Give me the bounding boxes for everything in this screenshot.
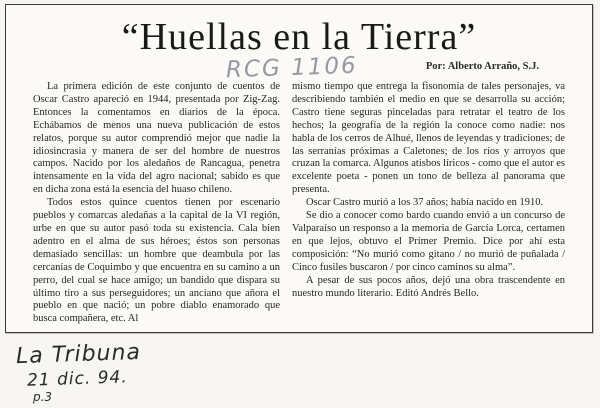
archive-stamp: RCG 1106	[225, 52, 359, 84]
handwritten-date: 21 dic. 94.	[26, 367, 129, 391]
paragraph: La primera edición de este conjunto de cuentos de Oscar Castro apareció en 1944, presentada por Zig-Zag. Entonces la comentamos en diarios de la época. Echábamos de menos una nueva publicación de estos relatos, porque su autor comprendió mejor que nadie la idiosincrasia y manera de ser del hombre de nuestros campos. Nacido por los aledaños de Rancagua, penetra intensamente en la vida del agro nacional; sabido es que en dicha zona está la esencia del huaso chileno.	[33, 81, 280, 196]
paragraph: A pesar de sus pocos años, dejó una obra trascendente en nuestro mundo literario. Editó Andrés Bello.	[292, 274, 565, 299]
article-byline: Por: Alberto Arraño, S.J.	[425, 61, 539, 72]
handwritten-newspaper-name: La Tribuna	[15, 339, 142, 370]
newspaper-clipping	[5, 4, 593, 333]
article-column-left	[33, 81, 280, 326]
article-title: “Huellas en la Tierra”	[121, 16, 477, 58]
paragraph: Se dio a conocer como bardo cuando envió a un concurso de Valparaíso un responso a la memoria de García Lorca, certamen en que lejos, obtuvo el Primer Premio. Dice por ahí esta composición: “No murió como gitano / no murió de puñalada / Cinco fusiles buscaron / por cinco caminos su alma”.	[292, 210, 565, 273]
paragraph: Todos estos quince cuentos tienen por escenario pueblos y comarcas aledañas a la capital de la VI región, urbe en que su autor pasó toda su existencia. Cala bien adentro en el alma de sus héroes; éstos son personas demasiado sencillas: un hombre que deambula por las cercanías de Coquimbo y que encuentra en su camino a un perro, del cual se hace amigo; un bandido que dispara su último tiro a sus perseguidores; un anciano que añora el pueblo en que nació; un pobre diablo enamorado que busca compañera, etc. Al	[33, 197, 280, 325]
paragraph: Oscar Castro murió a los 37 años; había nacido en 1910.	[306, 197, 544, 209]
handwritten-page-number: p.3	[33, 390, 53, 404]
paragraph: mismo tiempo que entrega la fisonomía de tales personajes, va describiendo también el medio en que se desarrolla su acción; Castro tiene seguras pinceladas para retratar el teatro de los hechos; la geografía de la región la conoce como nadie: nos habla de los cerros de Alhué, llenos de leyendas y tradiciones; de las serranías próximas a Caletones; de los ríos y arroyos que cruzan la comarca. Algunos atisbos líricos - como que el autor es excelente poeta - ponen un tono de belleza al panorama que presenta.	[292, 81, 565, 196]
article-column-right	[292, 81, 565, 300]
